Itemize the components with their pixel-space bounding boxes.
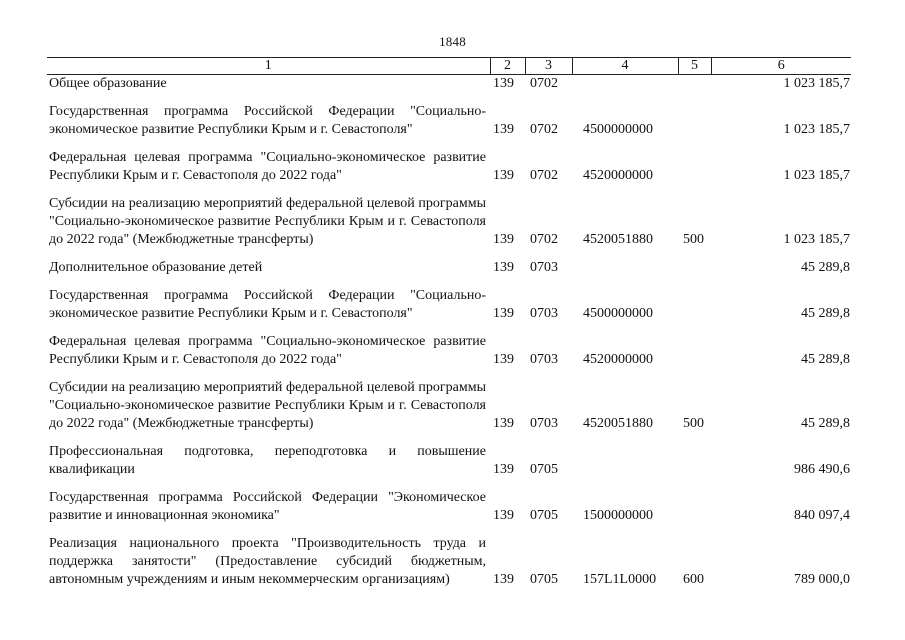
- row-name: Профессиональная подготовка, переподготовка и повышение квалификации: [49, 444, 486, 477]
- row-expense-type: 500: [683, 416, 704, 431]
- row-spacer: [47, 525, 851, 535]
- row-admin-code: 139: [493, 122, 514, 137]
- row-target-code: 4500000000: [583, 122, 653, 137]
- row-spacer: [47, 369, 851, 379]
- table-body: [47, 75, 851, 590]
- row-amount: 986 490,6: [794, 462, 850, 477]
- row-spacer: [47, 277, 851, 287]
- row-target-code: 4520000000: [583, 352, 653, 367]
- table-row: [47, 443, 851, 479]
- row-target-code: [572, 259, 678, 277]
- row-admin-code: 139: [493, 232, 514, 247]
- row-expense-type: [678, 443, 711, 479]
- row-admin-code: 139: [493, 76, 514, 91]
- row-section-code: 0703: [530, 306, 558, 321]
- row-target-code: 4520051880: [583, 232, 653, 247]
- row-section-code: 0702: [530, 76, 558, 91]
- row-expense-type: [678, 259, 711, 277]
- table-header: [47, 58, 851, 75]
- row-admin-code: 139: [493, 572, 514, 587]
- row-amount: 45 289,8: [801, 306, 850, 321]
- table-row: [47, 489, 851, 525]
- row-amount: 1 023 185,7: [783, 168, 850, 183]
- row-target-code: [572, 443, 678, 479]
- row-target-code: 4500000000: [583, 306, 653, 321]
- row-name: Федеральная целевая программа "Социально-экономическое развитие Республики Крым и г. Севастополя до 2022 года": [49, 150, 486, 183]
- row-amount: 1 023 185,7: [783, 76, 850, 91]
- row-admin-code: 139: [493, 508, 514, 523]
- table-row: [47, 259, 851, 277]
- row-spacer: [47, 433, 851, 443]
- row-section-code: 0705: [530, 572, 558, 587]
- table-row: [47, 379, 851, 433]
- row-expense-type: 600: [683, 572, 704, 587]
- row-expense-type: [678, 149, 711, 185]
- column-header-4: 4: [572, 58, 678, 75]
- row-amount: 1 023 185,7: [783, 122, 850, 137]
- column-header-3: 3: [525, 58, 572, 75]
- row-section-code: 0703: [530, 416, 558, 431]
- row-name: Субсидии на реализацию мероприятий федеральной целевой программы "Социально-экономическое развитие Республики Крым и г. Севастополя до 2022 года" (Межбюджетные трансферты): [49, 196, 486, 247]
- row-section-code: 0703: [530, 352, 558, 367]
- column-header-6: 6: [711, 58, 851, 75]
- row-section-code: 0702: [530, 122, 558, 137]
- row-target-code: 1500000000: [583, 508, 653, 523]
- row-name: Государственная программа Российской Федерации "Социально-экономическое развитие Республики Крым и г. Севастополя": [49, 104, 486, 137]
- row-admin-code: 139: [493, 306, 514, 321]
- row-admin-code: 139: [493, 168, 514, 183]
- row-section-code: 0705: [530, 462, 558, 477]
- row-section-code: 0705: [530, 508, 558, 523]
- row-amount: 45 289,8: [801, 416, 850, 431]
- header-row: [47, 58, 851, 75]
- budget-table: [47, 57, 851, 589]
- table-row: [47, 287, 851, 323]
- row-admin-code: 139: [493, 462, 514, 477]
- table-row: [47, 75, 851, 94]
- row-amount: 1 023 185,7: [783, 232, 850, 247]
- row-section-code: 0702: [530, 232, 558, 247]
- row-name: Реализация национального проекта "Производительность труда и поддержка занятости" (Предоставление субсидий бюджетным, автономным учреждениям и иным некоммерческим организациям): [49, 536, 486, 587]
- table-row: [47, 149, 851, 185]
- row-name: Общее образование: [49, 76, 167, 91]
- row-expense-type: [678, 333, 711, 369]
- row-section-code: 0702: [530, 168, 558, 183]
- row-name: Государственная программа Российской Федерации "Социально-экономическое развитие Республики Крым и г. Севастополя": [49, 288, 486, 321]
- row-spacer: [47, 139, 851, 149]
- row-target-code: [572, 75, 678, 94]
- page-number: 1848: [439, 34, 466, 49]
- row-spacer: [47, 323, 851, 333]
- table-row: [47, 535, 851, 589]
- row-target-code: 4520051880: [583, 416, 653, 431]
- column-header-5: 5: [678, 58, 711, 75]
- table-row: [47, 333, 851, 369]
- row-spacer: [47, 93, 851, 103]
- column-header-2: 2: [490, 58, 525, 75]
- row-spacer: [47, 479, 851, 489]
- table-row: [47, 103, 851, 139]
- row-name: Федеральная целевая программа "Социально-экономическое развитие Республики Крым и г. Севастополя до 2022 года": [49, 334, 486, 367]
- row-target-code: 157L1L0000: [583, 572, 657, 587]
- row-name: Государственная программа Российской Федерации "Экономическое развитие и инновационная экономика": [49, 490, 486, 523]
- column-header-1: 1: [47, 58, 490, 75]
- row-amount: 45 289,8: [801, 352, 850, 367]
- row-admin-code: 139: [493, 260, 514, 275]
- row-name: Субсидии на реализацию мероприятий федеральной целевой программы "Социально-экономическое развитие Республики Крым и г. Севастополя до 2022 года" (Межбюджетные трансферты): [49, 380, 486, 431]
- row-expense-type: [678, 489, 711, 525]
- row-admin-code: 139: [493, 416, 514, 431]
- row-expense-type: [678, 287, 711, 323]
- row-expense-type: [678, 103, 711, 139]
- row-expense-type: 500: [683, 232, 704, 247]
- row-admin-code: 139: [493, 352, 514, 367]
- table-row: [47, 195, 851, 249]
- row-amount: 789 000,0: [794, 572, 850, 587]
- row-spacer: [47, 249, 851, 259]
- row-section-code: 0703: [530, 260, 558, 275]
- row-amount: 840 097,4: [794, 508, 850, 523]
- row-target-code: 4520000000: [583, 168, 653, 183]
- row-expense-type: [678, 75, 711, 94]
- row-spacer: [47, 185, 851, 195]
- row-amount: 45 289,8: [801, 260, 850, 275]
- row-name: Дополнительное образование детей: [49, 260, 263, 275]
